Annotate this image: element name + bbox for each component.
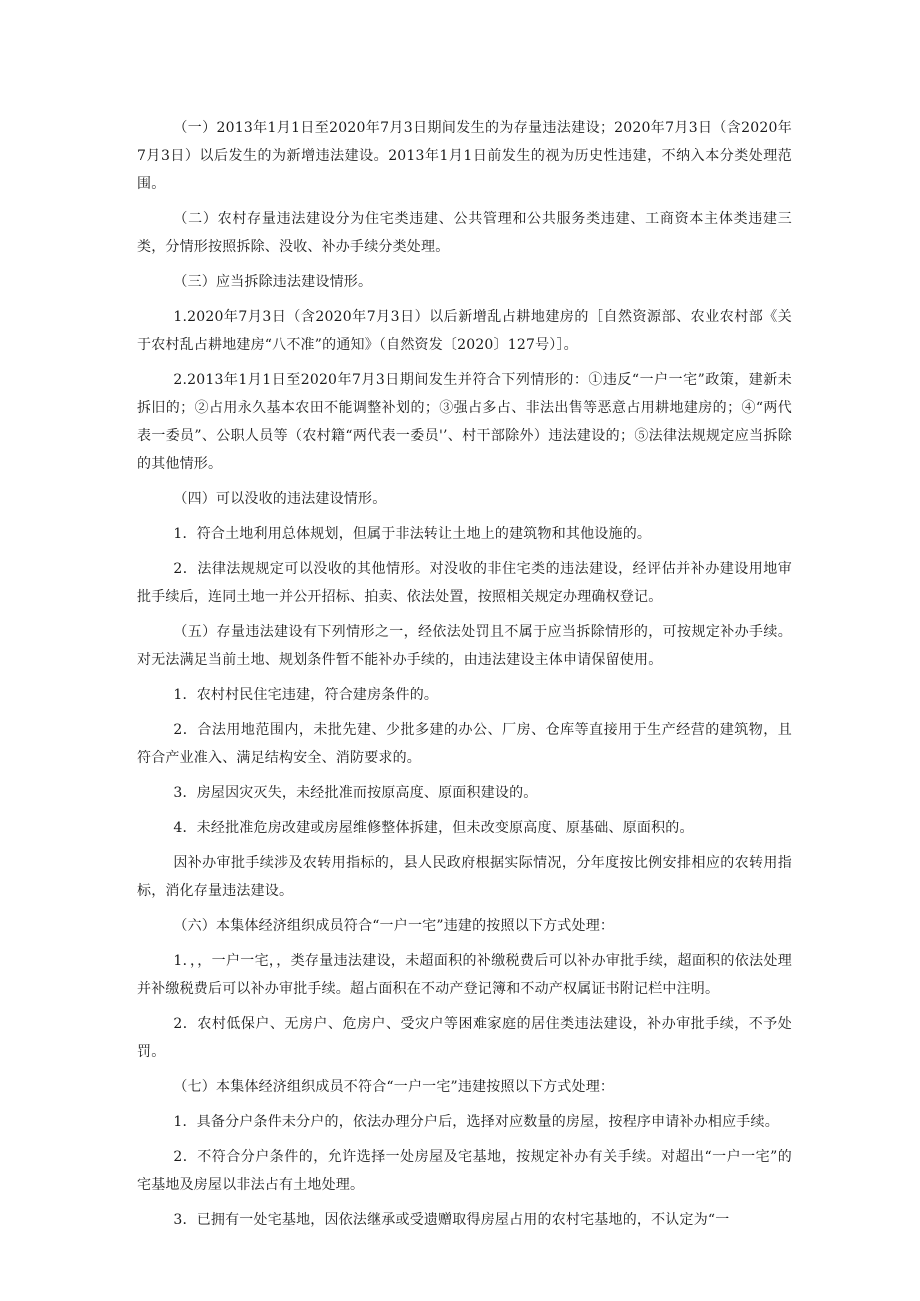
section-heading-3: （三）应当拆除违法建设情形。 <box>173 274 373 290</box>
list-item: 1．农村村民住宅违建，符合建房条件的。 <box>173 687 439 703</box>
paragraph-note: 因补办审批手续涉及农转用指标的，县人民政府根据实际情况，分年度按比例安排相应的农转用指标，消化存量违法建设。 <box>137 855 792 899</box>
list-item: 2．农村低保户、无房户、危房户、受灾户等困难家庭的居住类违法建设，补办审批手续，不予处罚。 <box>137 1016 792 1060</box>
section-heading-7: （七）本集体经济组织成员不符合“一户一宅”违建按照以下方式处理： <box>173 1079 615 1095</box>
list-item: 1．，，一户一宅，，类存量违法建设，未超面积的补缴税费后可以补办审批手续，超面积的依法处理并补缴税费后可以补办审批手续。超占面积在不动产登记簿和不动产权属证书附记栏中注明。 <box>137 953 792 997</box>
list-item: 4．未经批准危房改建或房屋维修整体拆建，但未改变原高度、原基础、原面积的。 <box>173 820 694 836</box>
list-item: 1．符合土地利用总体规划，但属于非法转让土地上的建筑物和其他设施的。 <box>173 526 652 542</box>
section-heading-6: （六）本集体经济组织成员符合“一户一宅”违建的按照以下方式处理： <box>173 918 615 934</box>
list-item: 2．不符合分户条件的，允许选择一处房屋及宅基地，按规定补办有关手续。对超出“一户一宅”的宅基地及房屋以非法占有土地处理。 <box>137 1149 792 1193</box>
list-item: 1.2020年7月3日（含2020年7月3日）以后新增乱占耕地建房的［自然资源部、农业农村部《关于农村乱占耕地建房“八不准”的通知》（自然资发〔2020〕127号）］。 <box>137 309 792 353</box>
paragraph-5: （五）存量违法建设有下列情形之一，经依法处罚且不属于应当拆除情形的，可按规定补办手续。对无法满足当前土地、规划条件暂不能补办手续的，由违法建设主体申请保留使用。 <box>137 624 792 668</box>
paragraph-2: （二）农村存量违法建设分为住宅类违建、公共管理和公共服务类违建、工商资本主体类违建三类，分情形按照拆除、没收、补办手续分类处理。 <box>137 211 792 255</box>
list-item: 2.2013年1月1日至2020年7月3日期间发生并符合下列情形的：①违反“一户一宅”政策，建新未拆旧的；②占用永久基本农田不能调整补划的；③强占多占、非法出售等恶意占用耕地建房的；④“两代表一委员”、公职人员等（农村籍“两代表一委员'’、村干部除外）违法建设的；⑤法律法规规定应当拆除的其他情形。 <box>137 372 792 472</box>
list-item: 3．已拥有一处宅基地，因依法继承或受遗赠取得房屋占用的农村宅基地的，不认定为“一 <box>173 1212 730 1228</box>
document-page <box>137 114 792 1241</box>
section-heading-4: （四）可以没收的违法建设情形。 <box>173 491 387 507</box>
list-item: 2．合法用地范围内，未批先建、少批多建的办公、厂房、仓库等直接用于生产经营的建筑物，且符合产业准入、满足结构安全、消防要求的。 <box>137 722 792 766</box>
list-item: 3．房屋因灾灭失，未经批准而按原高度、原面积建设的。 <box>173 785 538 801</box>
list-item: 2．法律法规规定可以没收的其他情形。对没收的非住宅类的违法建设，经评估并补办建设用地审批手续后，连同土地一并公开招标、拍卖、依法处置，按照相关规定办理确权登记。 <box>137 561 792 605</box>
paragraph-1: （一）2013年1月1日至2020年7月3日期间发生的为存量违法建设；2020年7月3日（含2020年7月3日）以后发生的为新增违法建设。2013年1月1日前发生的视为历史性违建，不纳入本分类处理范围。 <box>137 120 792 192</box>
list-item: 1．具备分户条件未分户的，依法办理分户后，选择对应数量的房屋，按程序申请补办相应手续。 <box>173 1114 779 1130</box>
